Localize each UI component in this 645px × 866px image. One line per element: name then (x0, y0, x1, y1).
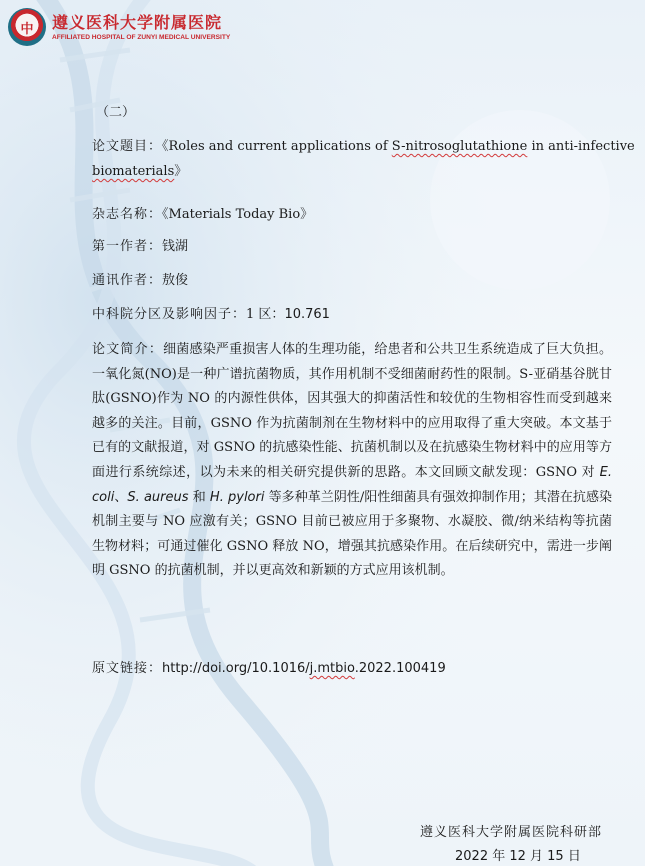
impact-factor: 10.761 (284, 307, 330, 322)
abstract-text-part-2: 等多种革兰阴性/阳性细菌具有强效抑制作用；其潜在抗感染机制主要与 NO 应激有关；GSNO 目前已被应用于多聚物、水凝胶、微/纳米结构等抗菌生物材料；可通过催化 GSNO 释放 NO，增强其抗感染作用。在后续研究中，需进一步阐明 GSNO 的抗菌机制，并以更高效和新颖的方式应用该机制。 (92, 489, 612, 579)
first-author-name: 钱湖 (162, 239, 189, 254)
impact-label: 中科院分区及影响因子： (92, 307, 247, 322)
bacteria-separator-1: 、 (114, 489, 128, 505)
source-link-flagged-word[interactable]: j.mtbio (309, 661, 355, 676)
abstract-text-part-1: 细菌感染严重损害人体的生理功能，给患者和公共卫生系统造成了巨大负担。一氧化氮(NO)是一种广谱抗菌物质，其作用机制不受细菌耐药性的限制。S-亚硝基谷胱甘肽(GSNO)作为 NO 的内源性供体，因其强大的抑菌活性和较优的生物相容性而受到越来越多的关注。目前，GSNO 作为抗菌制剂在生物材料中的应用取得了重大突破。本文基于已有的文献报道，对 GSNO 的抗感染性能、抗菌机制以及在抗感染生物材料中的应用等方面进行系统综述，以为未来的相关研究提供新的思路。本文回顾文献发现：GSNO 对 (92, 342, 612, 480)
corresponding-author-name: 敖俊 (162, 273, 189, 288)
bacteria-separator-2: 和 (188, 489, 210, 505)
bacteria-name-1: E. coli (92, 464, 612, 505)
title-spell-flagged-word: S-nitrosoglutathione (391, 139, 528, 154)
hospital-logo-icon (8, 8, 46, 46)
journal-name: 《Materials Today Bio》 (162, 207, 314, 222)
section-number: （二） (96, 105, 136, 120)
title-open: 《Roles and current applications of (162, 139, 392, 154)
corresponding-author-label: 通讯作者： (92, 273, 163, 288)
source-link[interactable] (162, 661, 446, 676)
bacteria-name-3: H. pylori (209, 489, 265, 505)
title-spell-flagged-word-2: biomaterials (92, 164, 175, 179)
abstract (92, 338, 612, 584)
title-label: 论文题目： (92, 139, 163, 154)
source-link-prefix[interactable]: http://doi.org/10.1016/ (162, 661, 310, 676)
hospital-header (8, 8, 230, 46)
source-link-label: 原文链接： (92, 661, 163, 676)
journal-label: 杂志名称： (92, 207, 163, 222)
journal-line (92, 205, 313, 225)
paper-title-line-1 (92, 137, 635, 157)
hospital-name-cn: 遵义医科大学附属医院 (52, 12, 223, 32)
abstract-label: 论文简介： (92, 342, 164, 357)
paper-title-line-2 (92, 162, 187, 182)
impact-zone: 1 区 (246, 307, 272, 322)
corresponding-author-line (92, 271, 188, 291)
source-link-suffix[interactable]: .2022.100419 (354, 661, 446, 676)
footer-date: 2022 年 12 月 15 日 (455, 849, 581, 864)
impact-line (92, 305, 330, 325)
first-author-line (92, 237, 188, 257)
title-close: 》 (174, 164, 188, 179)
logo-text: 中 (20, 21, 34, 37)
source-link-line (92, 659, 446, 679)
title-mid: in anti-infective (527, 139, 635, 154)
hospital-brand (52, 13, 230, 42)
impact-separator: ： (271, 307, 285, 322)
footer-organization: 遵义医科大学附属医院科研部 (420, 825, 603, 840)
abstract-paragraph (92, 338, 612, 584)
hospital-name-en: AFFILIATED HOSPITAL OF ZUNYI MEDICAL UNIVERSITY (52, 33, 231, 41)
first-author-label: 第一作者： (92, 239, 163, 254)
bacteria-name-2: S. aureus (127, 489, 189, 505)
